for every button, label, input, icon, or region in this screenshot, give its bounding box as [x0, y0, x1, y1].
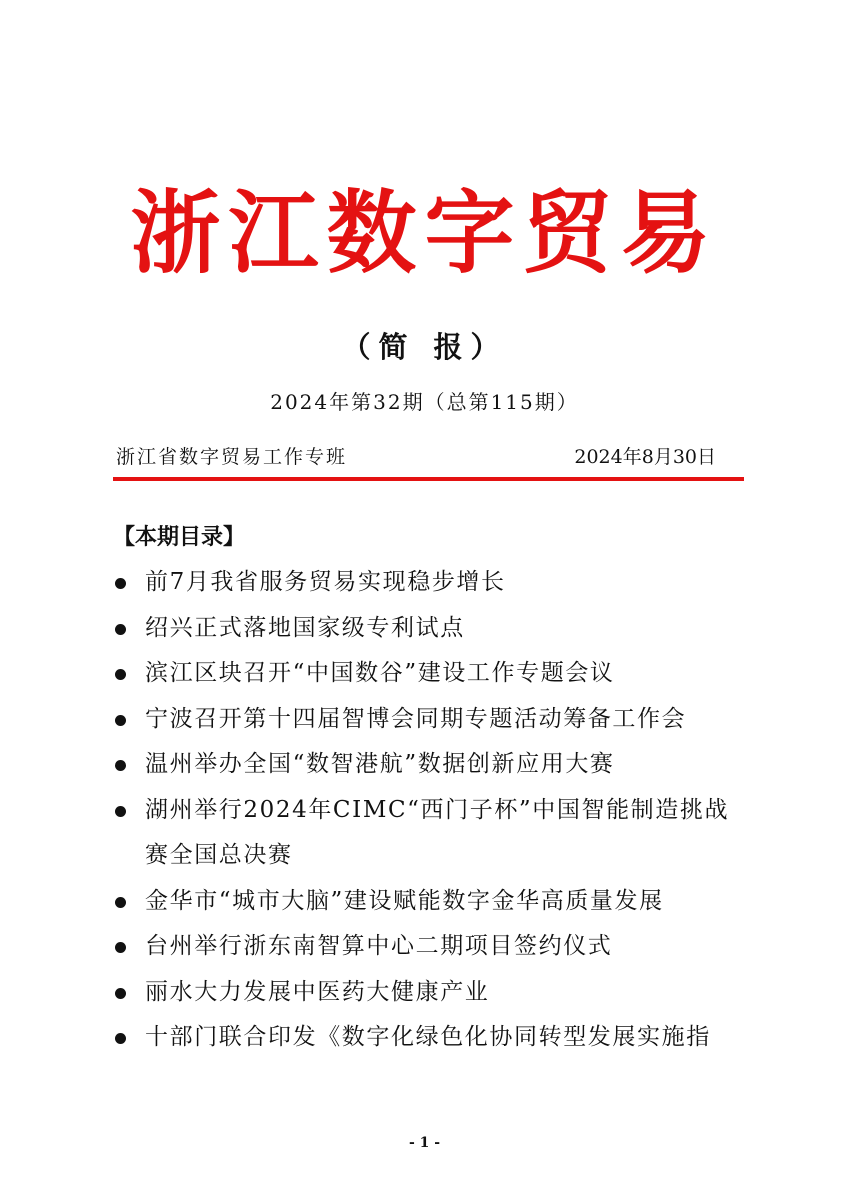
toc-item	[113, 560, 753, 606]
bullet-icon	[115, 578, 126, 589]
toc-item	[113, 606, 753, 652]
bullet-icon	[115, 715, 126, 726]
toc-heading: 【本期目录】	[113, 525, 246, 550]
red-divider	[113, 477, 744, 481]
bullet-icon	[115, 624, 126, 635]
bullet-icon	[115, 1033, 126, 1044]
toc-item	[113, 924, 753, 970]
toc-item	[113, 651, 753, 697]
issuer-name: 浙江省数字贸易工作专班	[116, 446, 348, 468]
toc-item	[113, 742, 753, 788]
bullet-icon	[115, 669, 126, 680]
toc-item-text: 绍兴正式落地国家级专利试点	[145, 614, 465, 641]
toc-item-text: 滨江区块召开“中国数谷”建设工作专题会议	[145, 660, 615, 686]
bullet-icon	[115, 988, 126, 999]
bullet-icon	[115, 806, 126, 817]
toc-list	[113, 560, 753, 1061]
toc-item-text: 前7月我省服务贸易实现稳步增长	[145, 569, 506, 595]
bullet-icon	[115, 760, 126, 771]
bullet-icon	[115, 942, 126, 953]
toc-item-text: 金华市“城市大脑”建设赋能数字金华高质量发展	[145, 887, 664, 914]
toc-item-text: 温州举办全国“数智港航”数据创新应用大赛	[145, 751, 615, 777]
toc-item-text: 台州举行浙东南智算中心二期项目签约仪式	[145, 933, 613, 959]
toc-item	[113, 697, 753, 743]
toc-item-text: 宁波召开第十四届智博会同期专题活动筹备工作会	[145, 705, 687, 732]
issue-date: 2024年8月30日	[574, 446, 716, 468]
page-number: - 1 -	[408, 1135, 441, 1151]
masthead-title: 浙江数字贸易	[130, 180, 719, 286]
toc-item-text: 湖州举行2024年CIMC“西门子杯”中国智能制造挑战赛全国总决赛	[145, 796, 730, 868]
toc-item	[113, 788, 753, 879]
masthead-subtitle: （简 报）	[341, 330, 508, 364]
toc-item	[113, 970, 753, 1016]
issuer-row	[116, 442, 716, 470]
toc-item-text: 十部门联合印发《数字化绿色化协同转型发展实施指	[145, 1024, 711, 1050]
toc-item	[113, 879, 753, 925]
toc-item-text: 丽水大力发展中医药大健康产业	[145, 978, 490, 1005]
issue-number: 2024年第32期（总第115期）	[270, 390, 579, 414]
toc-item	[113, 1015, 753, 1061]
bullet-icon	[115, 897, 126, 908]
